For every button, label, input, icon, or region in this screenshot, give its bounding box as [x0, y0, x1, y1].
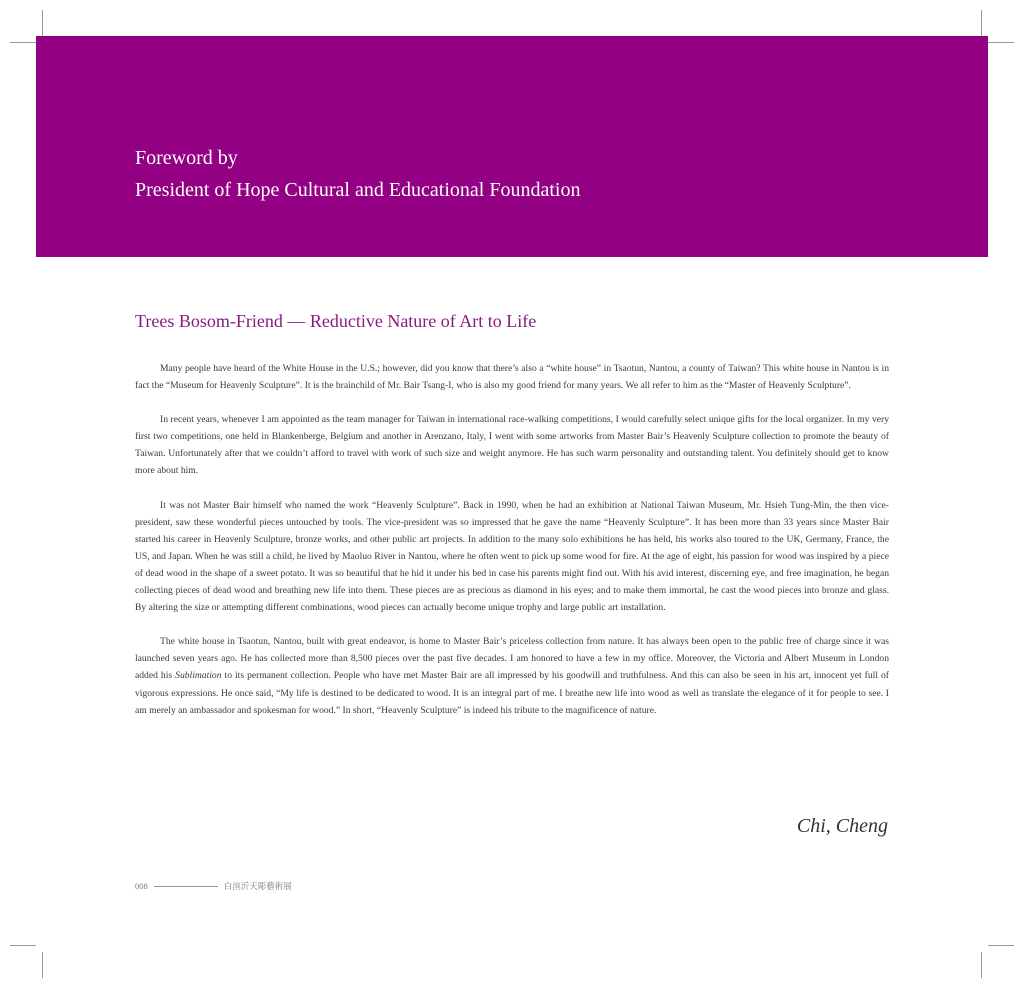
crop-mark: [42, 10, 43, 36]
crop-mark: [10, 945, 36, 946]
paragraph-1: Many people have heard of the White House in the U.S.; however, did you know that there’s also a “white house” in Tsaotun, Nantou, a county of Taiwan? This white house in Nantou is in fact the “Museum for Heavenly Sculpture”. It is the brainchild of Mr. Bair Tsang-I, who is also my good friend for many years. We all refer to him as the “Master of Heavenly Sculpture”.: [135, 363, 889, 392]
crop-mark: [988, 945, 1014, 946]
paragraph-4-before: The white house in Tsaotun, Nantou, built with great endeavor, is home to Master Bair’s priceless collection from nature. It has always been open to the public free of charge since it was launched seven years ago. He has collected more than 8,500 pieces over the past five decades. I am honored to have a few in my office. Moreover, the Victoria and Albert Museum in London added his: [135, 636, 889, 682]
header-banner: [36, 36, 988, 257]
title-line-2: President of Hope Cultural and Educational Foundation: [135, 179, 581, 201]
title-line-1: Foreword by: [135, 147, 238, 169]
subtitle-dash: —: [287, 311, 306, 331]
foreword-body: [135, 360, 889, 736]
page-number: 008: [135, 881, 148, 891]
paragraph-4: [135, 633, 889, 718]
crop-mark: [981, 10, 982, 36]
crop-mark: [10, 42, 36, 43]
artwork-title: Sublimation: [175, 670, 222, 682]
page-footer: [135, 880, 292, 892]
paragraph-3: It was not Master Bair himself who named the work “Heavenly Sculpture”. Back in 1990, when he had an exhibition at National Taiwan Museum, Mr. Hsieh Tung-Min, the then vice-president, saw these wonderful pieces untouched by tools. The vice-president was so impressed that he gave the name “Heavenly Sculpture”. It has been more than 33 years since Master Bair started his career in Heavenly Sculpture, bronze works, and other public art projects. In addition to the many solo exhibitions he has held, his works also toured to the UK, Germany, France, the US, and Japan. When he was still a child, he lived by Maoluo River in Nantou, where he often went to pick up some wood for fire. At the age of eight, his passion for wood was inspired by a piece of dead wood in the shape of a sweet potato. It was so beautiful that he hid it under his bed in case his parents might find out. With his avid interest, discerning eye, and free imagination, he began collecting pieces of dead wood and breathing new life into them. These pieces are as precious as diamond in his eyes; and to make them immortal, he cast the wood pieces into bronze and glass. By altering the size or attempting different combinations, wood pieces can actually become unique trophy and large public art installation.: [135, 499, 889, 614]
crop-mark: [981, 952, 982, 978]
signature: Chi, Cheng: [796, 815, 888, 837]
paragraph-4-after: to its permanent collection. People who have met Master Bair are all impressed by his goodwill and truthfulness. And this can also be seen in his art, innocent yet full of vigorous expressions. He once said, “My life is destined to be dedicated to wood. It is an integral part of me. I breathe new life into wood as well as translate the elegance of it for people to see. I am merely an ambassador and spokesman for wood.” In short, “Heavenly Sculpture” is indeed his tribute to the magnificence of nature.: [135, 670, 890, 716]
footer-rule: [154, 886, 218, 887]
crop-mark: [988, 42, 1014, 43]
book-title: 白渲沂天彫藝術展: [223, 881, 292, 891]
crop-mark: [42, 952, 43, 978]
section-subtitle: [135, 308, 536, 334]
page-title: [135, 142, 580, 206]
subtitle-rest: Reductive Nature of Art to Life: [309, 311, 537, 331]
paragraph-2: In recent years, whenever I am appointed as the team manager for Taiwan in international race-walking competitions, I would carefully select unique gifts for the local organizer. In my very first two competitions, one held in Blankenberge, Belgium and another in Arenzano, Italy, I went with some artworks from Master Bair’s Heavenly Sculpture collection to promote the beauty of Taiwan. Unfortunately after that we couldn’t afford to travel with work of such size and weight anymore. He has such warm personality and outstanding talent. You definitely should get to know more about him.: [135, 414, 889, 477]
subtitle-main: Trees Bosom-Friend: [135, 311, 283, 331]
